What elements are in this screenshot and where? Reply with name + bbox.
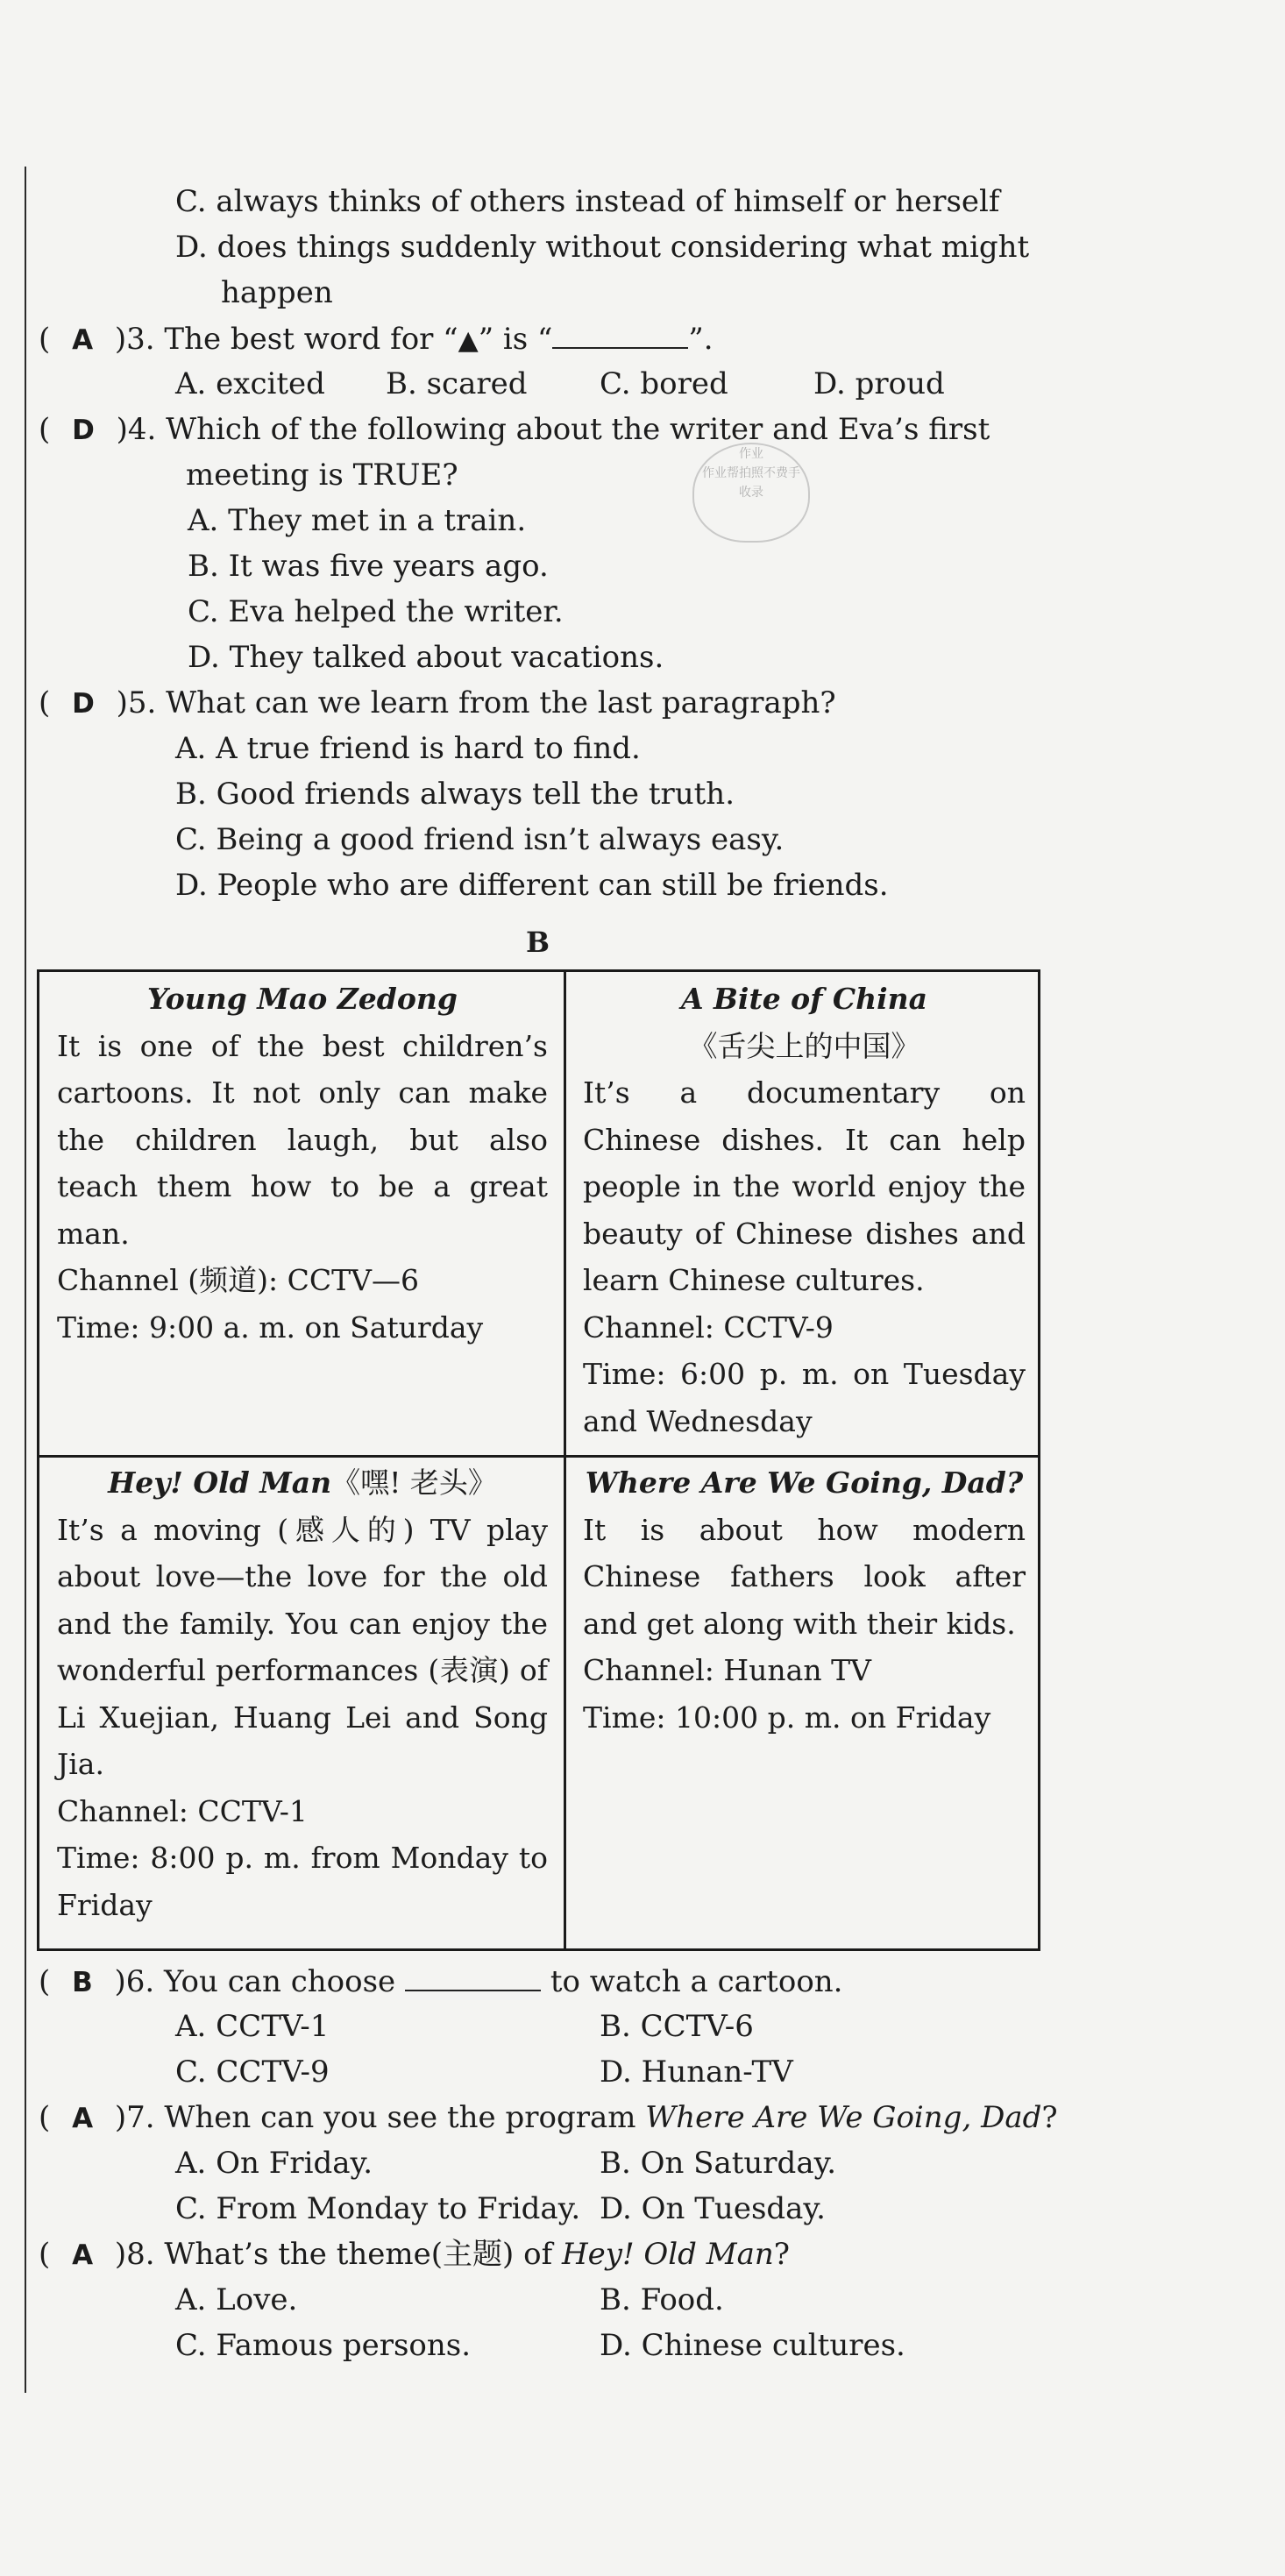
q2-option-d: D. does things suddenly without considering what might	[175, 230, 1030, 265]
q3-stem-before: 3. The best word for “	[126, 322, 458, 357]
program-title: Young Mao Zedong	[147, 982, 458, 1016]
q3-option-b: B. scared	[386, 366, 528, 401]
q7-answer: A	[72, 2103, 94, 2134]
q8-option-a: A. Love.	[175, 2282, 298, 2317]
q4-stem-line1: 4. Which of the following about the writer and Eva’s first	[127, 412, 990, 447]
q4-option-b: B. It was five years ago.	[188, 549, 549, 584]
q7-stem-after: ?	[1041, 2100, 1058, 2135]
q5-stem	[39, 685, 836, 721]
q7-option-a: A. On Friday.	[175, 2146, 373, 2181]
q5-bracket-open: (	[39, 685, 51, 720]
q7-option-b: B. On Saturday.	[600, 2146, 837, 2181]
program-cell-hey-old-man	[57, 1459, 548, 1928]
q3-option-d: D. proud	[813, 366, 945, 401]
program-channel: Channel: Hunan TV	[583, 1653, 871, 1687]
q5-option-a: A. A true friend is hard to find.	[175, 731, 641, 766]
q3-stem-middle: ” is “	[478, 322, 553, 357]
q7-bracket-close: )	[114, 2100, 127, 2135]
q4-stem-line2: meeting is TRUE?	[186, 458, 458, 493]
q3-bracket-open: (	[39, 322, 51, 357]
program-title: Where Are We Going, Dad?	[585, 1465, 1024, 1500]
collection-stamp: 作业 作业帮拍照不费手 收录	[692, 443, 810, 543]
q5-option-b: B. Good friends always tell the truth.	[175, 777, 735, 812]
q3-blank	[552, 321, 688, 349]
q7-stem-before: 7. When can you see the program	[126, 2100, 636, 2135]
q4-bracket-open: (	[39, 412, 51, 447]
program-title: A Bite of China	[680, 982, 928, 1016]
q8-stem-before: 8. What’s the theme(主题) of	[126, 2237, 553, 2272]
q6-blank	[405, 1963, 541, 1991]
q7-stem	[39, 2100, 1058, 2136]
program-description: It’s a moving (感人的) TV play about love—the love for the old and the family. You can enjoy the wonderful performances (表演) of Li Xuejian, Huang Lei and Song Jia.	[57, 1512, 548, 1781]
q8-option-b: B. Food.	[600, 2282, 724, 2317]
q7-option-d: D. On Tuesday.	[600, 2191, 826, 2226]
section-b-heading: B	[526, 926, 550, 959]
q8-bracket-close: )	[114, 2237, 127, 2272]
program-description: It is about how modern Chinese fathers look after and get along with their kids.	[583, 1512, 1026, 1641]
program-title-cn: 《嘿! 老头》	[331, 1465, 497, 1500]
q5-option-d: D. People who are different can still be friends.	[175, 868, 889, 903]
q4-option-d: D. They talked about vacations.	[188, 640, 664, 675]
q4-answer: D	[72, 415, 95, 446]
program-time: Time: 9:00 a. m. on Saturday	[57, 1309, 484, 1345]
q6-answer: B	[72, 1967, 93, 1998]
q8-bracket-open: (	[39, 2237, 51, 2272]
q5-option-c: C. Being a good friend isn’t always easy.	[175, 822, 784, 857]
q7-option-c: C. From Monday to Friday.	[175, 2191, 581, 2226]
program-time: Time: 6:00 p. m. on Tuesday and Wednesday	[583, 1357, 1026, 1438]
table-horizontal-divider	[39, 1455, 1038, 1458]
q8-stem-after: ?	[773, 2237, 790, 2272]
q6-option-d: D. Hunan-TV	[600, 2054, 793, 2090]
q5-stem-text: 5. What can we learn from the last paragraph?	[127, 685, 836, 720]
q6-option-c: C. CCTV-9	[175, 2054, 330, 2090]
q5-answer: D	[72, 688, 95, 720]
q7-program-name: Where Are We Going, Dad	[645, 2100, 1042, 2135]
q4-option-a: A. They met in a train.	[188, 503, 527, 538]
q6-option-a: A. CCTV-1	[175, 2009, 330, 2044]
program-title-line	[57, 1459, 548, 1507]
q4-bracket-close: )	[116, 412, 128, 447]
q2-option-c: C. always thinks of others instead of himself or herself	[175, 184, 1000, 219]
q8-option-d: D. Chinese cultures.	[600, 2328, 905, 2363]
tv-program-table	[37, 969, 1040, 1951]
q7-bracket-open: (	[39, 2100, 51, 2135]
q8-answer: A	[72, 2239, 94, 2271]
q4-option-c: C. Eva helped the writer.	[188, 594, 564, 629]
q4-stem	[39, 412, 990, 448]
program-cell-young-mao-zedong	[57, 976, 548, 1351]
program-time: Time: 8:00 p. m. from Monday to Friday	[57, 1841, 548, 1922]
q3-option-a: A. excited	[175, 366, 325, 401]
q8-stem	[39, 2237, 790, 2273]
q5-bracket-close: )	[116, 685, 128, 720]
q3-stem	[39, 321, 713, 358]
triangle-icon: ▲	[458, 325, 479, 356]
program-cell-where-are-we-going-dad	[583, 1459, 1026, 1741]
program-channel: Channel: CCTV-1	[57, 1793, 308, 1828]
q6-stem	[39, 1963, 843, 2000]
program-channel: Channel: CCTV-9	[583, 1309, 834, 1345]
program-description: It’s a documentary on Chinese dishes. It can help people in the world enjoy the beauty of Chinese dishes and learn Chinese cultures.	[583, 1075, 1026, 1297]
table-vertical-divider	[564, 972, 566, 1948]
program-cell-a-bite-of-china	[583, 976, 1026, 1444]
program-title: Hey! Old Man	[108, 1465, 332, 1500]
q3-option-c: C. bored	[600, 366, 728, 401]
q6-option-b: B. CCTV-6	[600, 2009, 754, 2044]
q8-program-name: Hey! Old Man	[561, 2237, 774, 2272]
q3-stem-after: ”.	[688, 322, 713, 357]
q6-bracket-close: )	[114, 1964, 126, 1999]
q3-bracket-close: )	[114, 322, 127, 357]
program-description: It is one of the best children’s cartoons. It not only can make the children laugh, but also teach them how to be a great man.	[57, 1028, 548, 1251]
program-subtitle: 《舌尖上的中国》	[688, 1028, 920, 1063]
q6-stem-before: 6. You can choose	[125, 1964, 396, 1999]
program-time: Time: 10:00 p. m. on Friday	[583, 1700, 991, 1735]
q2-option-d-continued: happen	[221, 275, 333, 310]
q8-option-c: C. Famous persons.	[175, 2328, 472, 2363]
q6-stem-after: to watch a cartoon.	[550, 1964, 843, 1999]
q6-bracket-open: (	[39, 1964, 51, 1999]
q3-answer: A	[72, 324, 94, 356]
binding-margin-line	[25, 167, 26, 2393]
program-channel: Channel (频道): CCTV—6	[57, 1263, 419, 1297]
